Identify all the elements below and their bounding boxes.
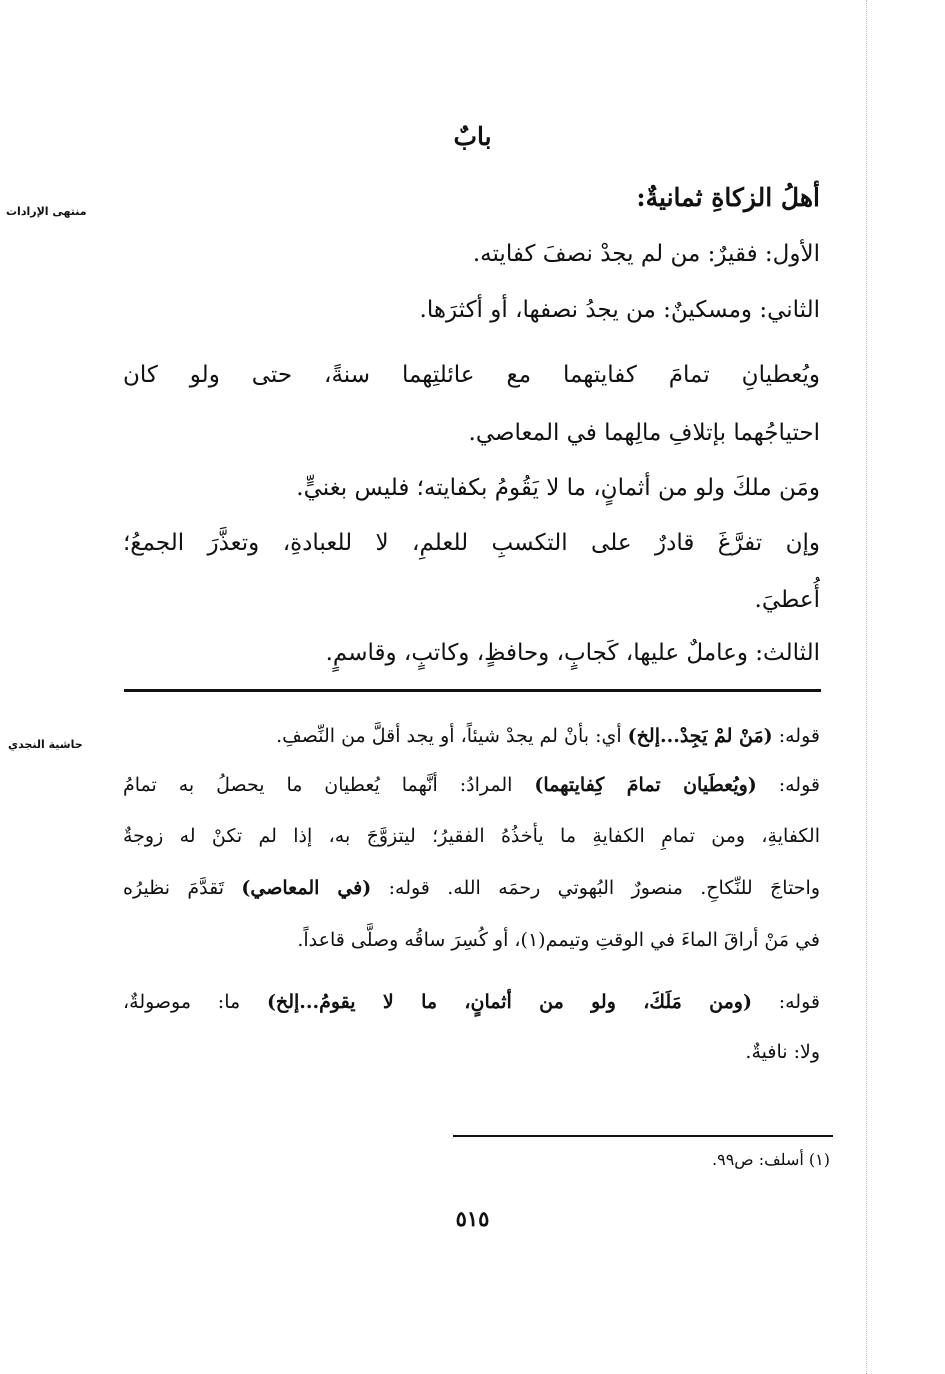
main-text-line: الثاني: ومسكينٌ: من يجدُ نصفها، أو أكثرَها. <box>419 297 820 323</box>
commentary-line: في مَنْ أراقَ الماءَ في الوقتِ وتيمم(١)، أو كُسِرَ ساقُه وصلَّى قاعداً. <box>297 929 820 951</box>
page-number: ٥١٥ <box>455 1206 490 1231</box>
commentary-line: الكفايةِ، ومن تمامِ الكفايةِ ما يأخذُهُ الفقيرُ؛ ليتزوَّجَ به، إذا لم تكنْ له زوجةٌ <box>123 825 820 847</box>
commentary-line: قوله: (ويُعطَيان تمامَ كِفايتهما) المرادُ: أنَّهما يُعطيان ما يحصلُ به تمامُ <box>123 774 820 796</box>
margin-label-book: منتهى الإرادات <box>6 205 87 218</box>
main-text-line: ويُعطيانِ تمامَ كفايتهما مع عائلتِهما سنةً، حتى ولو كان <box>123 362 820 388</box>
margin-label-commentary: حاشية النجدي <box>8 738 83 751</box>
main-text-line: الأول: فقيرٌ: من لم يجدْ نصفَ كفايته. <box>472 241 820 267</box>
main-text-line: أُعطيَ. <box>754 587 820 613</box>
page-edge-guide <box>866 0 867 1374</box>
main-text-line: ومَن ملكَ ولو من أثمانٍ، ما لا يَقُومُ بكفايته؛ فليس بغنيٍّ. <box>296 475 820 501</box>
commentary-quote: (مَنْ لمْ يَجِدْ...إلخ) <box>627 725 773 747</box>
footnote-divider-rule <box>453 1135 833 1137</box>
chapter-heading: بابٌ <box>453 122 492 151</box>
commentary-line: قوله: (مَنْ لمْ يَجِدْ...إلخ) أي: بأنْ لم يجدْ شيئاً، أو يجد أقلَّ من النِّصفِ. <box>276 725 820 747</box>
commentary-line: قوله: (ومن مَلَكَ، ولو من أثمانٍ، ما لا يقومُ...إلخ) ما: موصولةٌ، <box>123 991 820 1013</box>
commentary-quote: (ويُعطَيان تمامَ كِفايتهما) <box>534 774 757 796</box>
main-text-line: الثالث: وعاملٌ عليها، كَجابٍ، وحافظٍ، وكاتبٍ، وقاسمٍ. <box>325 640 820 666</box>
footnote: (١) أسلف: ص٩٩. <box>712 1150 830 1169</box>
main-divider-rule <box>124 689 821 692</box>
commentary-line: واحتاجَ للنِّكاحِ. منصورٌ البُهوتي رحمَه الله. قوله: (في المعاصي) تَقدَّمَ نظيرُه <box>123 877 821 899</box>
commentary-quote: (ومن مَلَكَ، ولو من أثمانٍ، ما لا يقومُ...إلخ) <box>266 991 752 1013</box>
main-text-line: أهلُ الزكاةِ ثمانيةٌ: <box>636 183 820 212</box>
commentary-quote: (في المعاصي) <box>241 877 372 899</box>
main-text-line: احتياجُهما بإتلافِ مالِهما في المعاصي. <box>468 420 820 446</box>
main-text-line: وإن تفرَّغَ قادرٌ على التكسبِ للعلمِ، لا للعبادةِ، وتعذَّرَ الجمعُ؛ <box>123 530 820 556</box>
commentary-line: ولا: نافيةٌ. <box>745 1041 820 1063</box>
